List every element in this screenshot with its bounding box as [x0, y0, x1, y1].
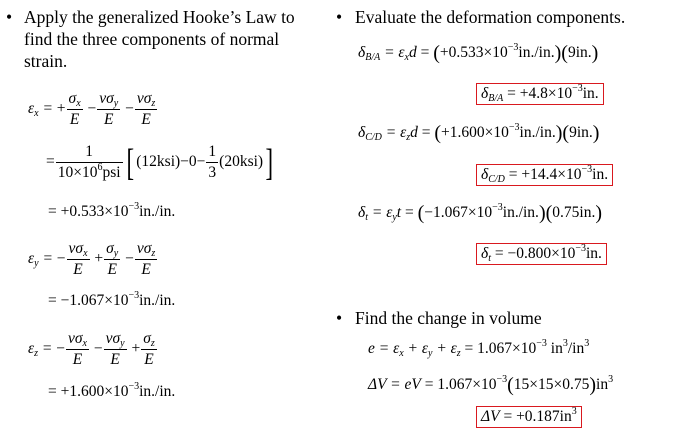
delta-ba-equation: $\delta_{B/A} = \varepsilon_xd = (+0.533\times 10^{-3}in./in.)(9in.)$ [358, 42, 599, 64]
volume-change-result-box: $\Delta V = +0.187in^3$ [476, 406, 582, 428]
dilatation-equation: $e = \varepsilon_x + \varepsilon_y + \varepsilon_z = 1.067\times 10^{-3}$ $in^3/in^3$ [368, 338, 590, 359]
eps-x-term2: $\frac{\nu\sigma_y}{E}$ [99, 90, 119, 128]
bullet-apply: • [6, 7, 13, 27]
eps-y-lhs: $\varepsilon_y$ = [28, 250, 53, 270]
eps-y-term2: $\frac{\sigma_y}{E}$ [106, 240, 119, 278]
eps-z-term3: $\frac{\sigma_z}{E}$ [143, 330, 155, 368]
eps-z-lhs: $\varepsilon_z$ = [28, 340, 53, 360]
delta-t-result-box: $\delta_t = -0.800\times 10^{-3}in$. [476, 243, 607, 265]
eps-x-result: = $+0.533\times 10^{-3}in./in$. [48, 201, 176, 220]
eps-y-equation: $\varepsilon_y$ = − $\frac{\nu\sigma_x}{E}$ + $\frac{\sigma_y}{E}$ − $\frac{\nu\sigma_z}{E}$ [28, 240, 156, 278]
eps-x-bracket-content: (12ksi)−0− $\frac{1}{3}$ (20ksi) [136, 143, 264, 181]
eps-y-term1: $\frac{\nu\sigma_x}{E}$ [68, 240, 88, 278]
eps-x-term3: $\frac{\nu\sigma_z}{E}$ [136, 90, 156, 128]
delta-cd-equation: $\delta_{C/D} = \varepsilon_zd = (+1.600\times 10^{-3}in./in.)(9in.)$ [358, 122, 600, 144]
eps-y-result: = $-1.067\times 10^{-3}in./in$. [48, 290, 176, 309]
eps-x-substitution: = $\frac{1}{10\times 10^6psi}$ [ (12ksi)−0− $\frac{1}{3}$ (20ksi)] [46, 141, 274, 184]
eps-z-term2: $\frac{\nu\sigma_y}{E}$ [105, 330, 125, 368]
delta-t-equation: $\delta_t = \varepsilon_yt = (-1.067\times 10^{-3}in./in.)(0.75in.)$ [358, 202, 603, 224]
eps-z-result: = $+1.600\times 10^{-3}in./in$. [48, 381, 176, 400]
eps-x-term1: $\frac{\sigma_x}{E}$ [68, 90, 81, 128]
heading-volume: Find the change in volume [355, 308, 542, 328]
bullet-volume: • [336, 308, 343, 328]
heading-line-3: strain. [24, 51, 68, 71]
eps-z-term1: $\frac{\nu\sigma_x}{E}$ [67, 330, 87, 368]
delta-cd-result-box: $\delta_{C/D} = +14.4\times 10^{-3}in$. [476, 164, 613, 186]
eps-y-term3: $\frac{\nu\sigma_z}{E}$ [136, 240, 156, 278]
heading-evaluate: Evaluate the deformation components. [355, 7, 626, 27]
eps-x-equation: $\varepsilon_x$ = + $\frac{\sigma_x}{E}$ − $\frac{\nu\sigma_y}{E}$ − $\frac{\nu\sigma_z}{E}$ [28, 90, 156, 128]
eps-x-coefficient: $\frac{1}{10\times 10^6psi}$ [57, 143, 121, 181]
bullet-evaluate: • [336, 7, 343, 27]
eps-x-lhs: $\varepsilon_x$ = [28, 100, 53, 120]
eps-z-equation: $\varepsilon_z$ = − $\frac{\nu\sigma_x}{E}$ − $\frac{\nu\sigma_y}{E}$ + $\frac{\sigma_z}{E}$ [28, 330, 155, 368]
delta-ba-result-box: $\delta_{B/A} = +4.8\times 10^{-3}in$. [476, 83, 604, 105]
heading-line-2: find the three components of normal [24, 29, 280, 49]
volume-change-equation: ΔV = eV = $1.067\times 10^{-3}(15\times 15\times 0.75)in^3$ [368, 374, 614, 396]
heading-line-1: Apply the generalized Hooke’s Law to [24, 7, 295, 27]
